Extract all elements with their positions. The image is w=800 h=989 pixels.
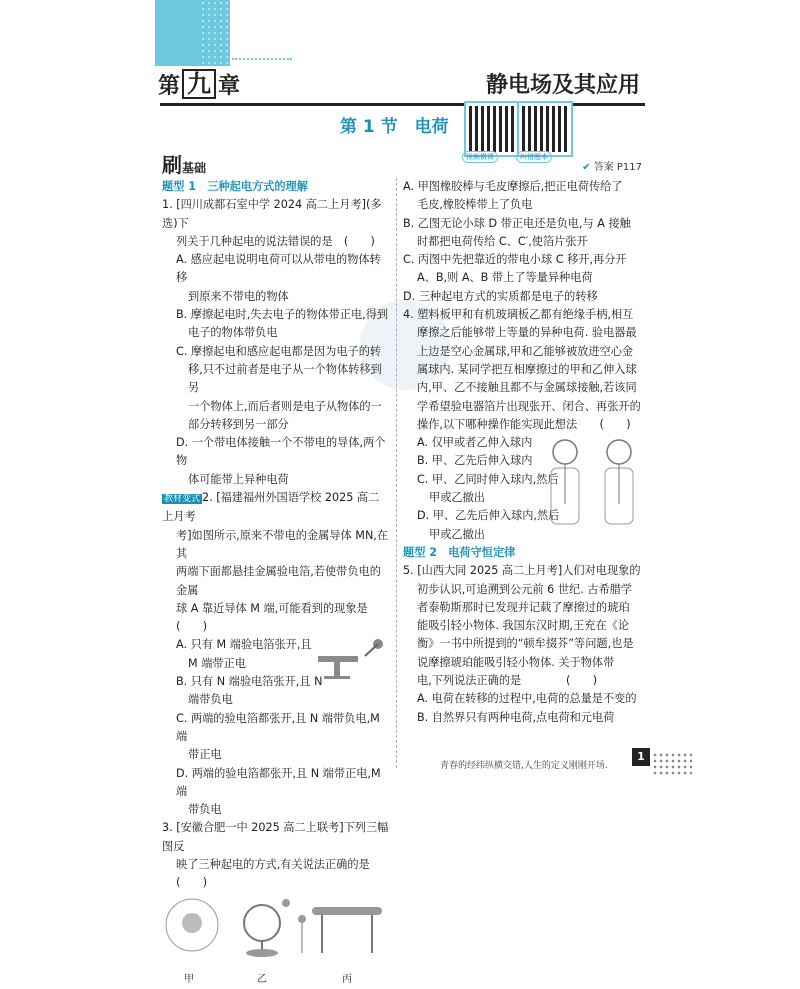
footer-quote: 青春的经纬纵横交错,人生的定义刚刚开场. xyxy=(440,761,608,771)
q2-figure-conductor: A. 只有 M 端验电箔张开,且 M 端带正电 B. 只有 N 端验电箔张开,且 N 端带负电 xyxy=(162,636,390,709)
chapter-title: 静电场及其应用 xyxy=(485,73,640,98)
question-2: 教材变式 2. [福建福州外国语学校 2025 高二上月考 考]如图所示,原来不带电的金属导体 MN,在其 两端下面都悬挂金属验电箔,若使带负电的金属 球 A 靠近导体 M 端,可能看到的现象是 ( ) A. 只有 M 端验电箔张开,且 M 端带正电 B. 只有 N 端验电箔张开,且 N 端带负电 C. 两端的验电箔都张开,且 N 端带负电,M 端 带正电 D. 两端的验电箔都张开,且 N 端带正电,M 端 带负电 xyxy=(162,491,389,817)
chapter-prefix: 第 xyxy=(158,73,181,99)
chapter-color-block xyxy=(155,0,230,66)
qr-code-icon[interactable] xyxy=(519,103,571,155)
q4-figure-electroscope: A. 仅甲或者乙伸入球内 B. 甲、乙先后伸入球内 C. 甲、乙同时伸入球内,然后 甲或乙撤出 D. 甲、乙先后伸入球内,然后 甲或乙撤出 xyxy=(403,434,643,544)
qr-label: 纠错题本 xyxy=(516,151,552,163)
qr-code-icon[interactable] xyxy=(466,103,518,155)
right-column xyxy=(403,178,643,727)
textbook-tag: 教材变式 xyxy=(164,494,201,505)
q3-figure xyxy=(162,893,390,965)
decorative-dots xyxy=(232,58,292,64)
section-title: 第 1 节 电荷 xyxy=(340,117,449,137)
question-1: 1. [四川成都石室中学 2024 高二上月考](多选)下 列关于几种起电的说法错误的是 ( ) A. 感应起电说明电荷可以从带电的物体转移 到原来不带电的物体 B. 摩擦起电时,失去电子的物体带正电,得到 电子的物体带负电 C. 摩擦起电和感应起电都是因为电子的转 移,只不过前者是电子从一个物体转移到另 一个物体上,而后者则是电子从物体的一 部分转移到另一部分 D. 一个带电体接触一个不带电的导体,两个物 体可能带上异种电荷 xyxy=(162,198,389,486)
topic-heading: 题型 2 电荷守恒定律 xyxy=(403,545,516,559)
question-5: 5. [山西大同 2025 高二上月考]人们对电现象的 初步认识,可追溯到公元前 6 世纪. 古希腊学 者泰勒斯那时已发现并记载了摩擦过的琥珀 能吸引轻小物体. 我国东汉时期,王充在《论 衡》一书中所提到的“顿牟掇芥”等问题,也是 说摩擦琥珀能吸引轻小物体. 关于物体带 电,下列说法正确的是 ( ) A. 电荷在转移的过程中,电荷的总量是不变的 B. 自然界只有两种电荷,点电荷和元电荷 xyxy=(403,564,641,724)
page-decoration xyxy=(652,752,692,776)
chapter-label xyxy=(158,68,240,100)
question-4: 4. 塑料板甲和有机玻璃板乙都有绝缘手柄,相互 摩擦之后能够带上等量的异种电荷. 验电器最 上边是空心金属球,甲和乙能够被放进空心金 属球内. 某同学把互相摩擦过的甲和乙伸入球 内,甲、乙不接触且都不与金属球接触,若该同 学希望验电器箔片出现张开、闭合、再张开的 操作,以下哪种操作能实现此想法 ( ) A. 仅甲或者乙伸入球内 B. 甲、乙先后伸入球内 C. 甲、乙同时伸入球内,然后 甲或乙撤出 D. 甲、乙先后伸入球内,然后 甲或乙撤出 xyxy=(403,306,643,544)
left-column xyxy=(162,178,390,985)
column-divider xyxy=(396,178,397,768)
answer-reference: ✔ 答案 P117 xyxy=(582,162,642,173)
checkmark-icon: ✔ xyxy=(582,162,591,173)
section-badge: 刷基础 xyxy=(162,153,207,177)
qr-label: 视频微课 xyxy=(462,151,498,163)
question-3: 3. [安徽合肥一中 2025 高二上联考]下列三幅图反 映了三种起电的方式,有关说法正确的是( ) 甲 乙 丙 xyxy=(162,821,389,985)
chapter-number: 九 xyxy=(182,69,216,99)
header-rule xyxy=(160,103,645,106)
page-number: 1 xyxy=(632,748,650,766)
chapter-suffix: 章 xyxy=(218,73,241,99)
question-3-options: A. 甲图橡胶棒与毛皮摩擦后,把正电荷传给了 毛皮,橡胶棒带上了负电 B. 乙图无论小球 D 带正电还是负电,与 A 接触 时都把电荷传给 C、C′,使箔片张开 C. 丙图中先把靠近的带电小球 C 移开,再分开 A、B,则 A、B 带上了等量异种电荷 D. 三种起电方式的实质都是电子的转移 xyxy=(403,180,631,303)
topic-heading: 题型 1 三种起电方式的理解 xyxy=(162,180,308,193)
